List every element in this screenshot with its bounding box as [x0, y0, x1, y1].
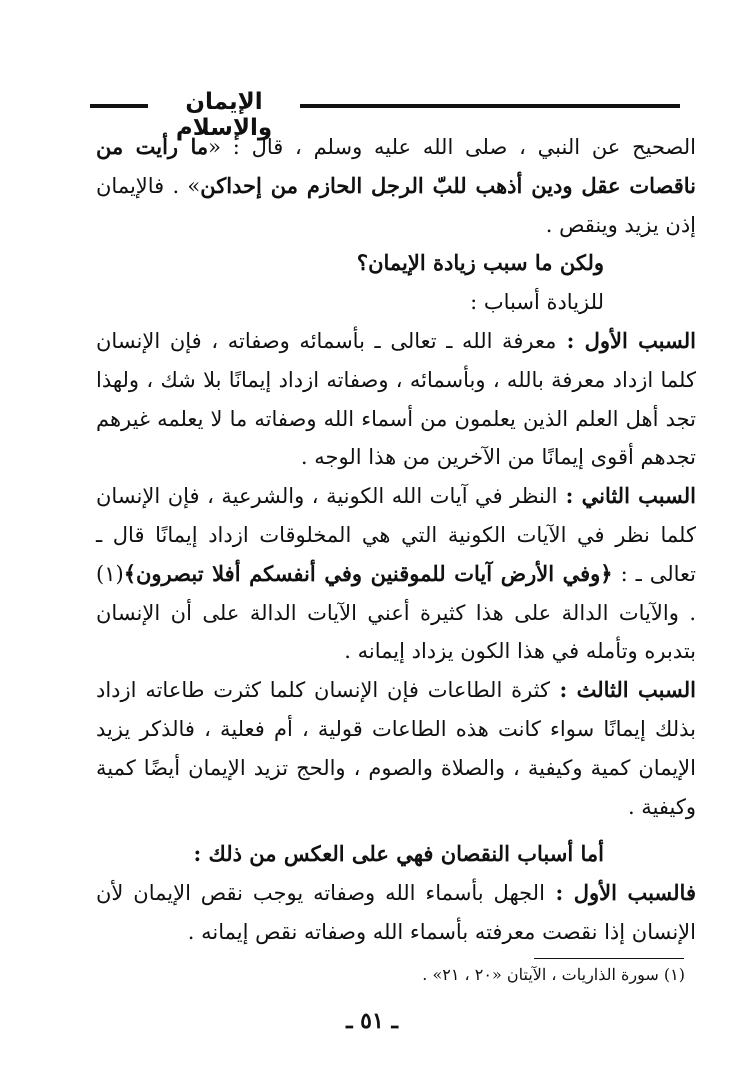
paragraph-hadith — [96, 128, 696, 244]
reason-heading: السبب الثاني : — [557, 483, 696, 509]
text-run: للزيادة أسباب : — [470, 290, 604, 315]
page-header — [90, 86, 680, 141]
running-title: الإيمان والإسلام — [175, 89, 273, 141]
footnote: (١) سورة الذاريات ، الآيتان «٢٠ ، ٢١» . — [422, 965, 685, 984]
page-number: ـ ٥١ ـ — [346, 1008, 398, 1034]
text-run: الصحيح عن النبي ، صلى الله عليه وسلم ، قال : « — [208, 135, 696, 159]
question-text: ولكن ما سبب زيادة الإيمان؟ — [356, 250, 604, 276]
paragraph-second-reason — [96, 477, 696, 671]
decrease-heading — [96, 835, 696, 874]
heading-text: أما أسباب النقصان فهي على العكس من ذلك : — [193, 841, 604, 867]
text-run: (١) . والآيات الدالة على هذا كثيرة أعني الآيات الدالة على أن الإنسان بتدبره وتأمله في هذا الكون يزداد إيمانه . — [96, 561, 696, 664]
hadith-quote: ما رأيت من ناقصات عقل ودين أذهب للبّ الرجل الحازم من إحداكن — [96, 134, 697, 198]
paragraph-decrease-first — [96, 874, 696, 952]
question-heading — [96, 244, 696, 283]
header-rule-left — [90, 104, 148, 108]
reason-heading: السبب الثالث : — [550, 677, 696, 703]
text-run: » . فالإيمان إذن يزيد وينقص . — [96, 173, 696, 237]
paragraph-spacer — [96, 826, 696, 835]
reason-heading: فالسبب الأول : — [544, 880, 696, 906]
text-run: معرفة الله ـ تعالى ـ بأسمائه وصفاته ، فإن الإنسان كلما ازداد معرفة بالله ، وبأسمائه ، وصفاته ازداد إيمانًا بلا شك ، ولهذا تجد أهل العلم الذين يعلمون من أسماء الله وصفاته ما لا يعلمه غيرهم تجدهم أقوى إيمانًا من الآخرين من هذا الوجه . — [96, 328, 696, 470]
header-rule-right — [300, 104, 680, 108]
paragraph-intro — [96, 283, 696, 322]
footnote-rule — [534, 958, 684, 959]
paragraph-first-reason — [96, 322, 696, 477]
body-text — [96, 128, 696, 952]
paragraph-third-reason — [96, 671, 696, 826]
quran-verse: ﴿وفي الأرض آيات للموقنين وفي أنفسكم أفلا تبصرون﴾ — [123, 560, 613, 586]
reason-heading: السبب الأول : — [556, 327, 696, 353]
text-run: النظر في آيات الله الكونية ، والشرعية ، فإن الإنسان كلما نظر في الآيات الكونية التي هي المخلوقات ازداد إيمانًا قال ـ تعالى ـ : — [96, 484, 697, 586]
text-run: الجهل بأسماء الله وصفاته يوجب نقص الإيمان لأن الإنسان إذا نقصت معرفته بأسماء الله وصفاته نقص إيمانه . — [96, 881, 696, 944]
text-run: كثرة الطاعات فإن الإنسان كلما كثرت طاعاته ازداد بذلك إيمانًا سواء كانت هذه الطاعات قولية ، أم فعلية ، فالذكر يزيد الإيمان كمية وكيفية ، والصلاة والصوم ، والحج تزيد الإيمان أيضًا كمية وكيفية . — [96, 678, 696, 819]
